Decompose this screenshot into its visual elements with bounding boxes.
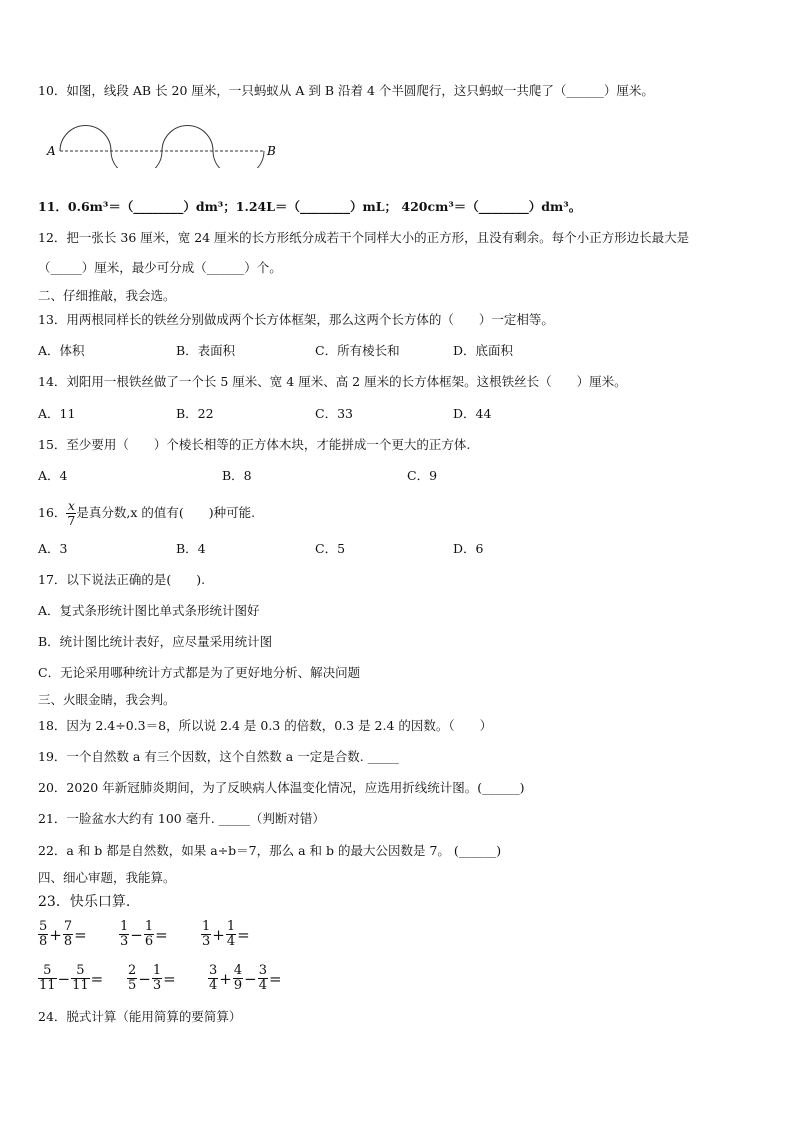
frac-denominator: 4 (209, 978, 218, 993)
calc-2 (119, 920, 169, 949)
frac-numerator: 5 (39, 919, 48, 934)
question-19: 19．一个自然数 a 有三个因数，这个自然数 a 一定是合数. _____ (38, 749, 399, 764)
fraction (208, 964, 218, 993)
q13-option-b[interactable]: B．表面积 (176, 343, 236, 358)
question-10: 10．如图，线段 AB 长 20 厘米，一只蚂蚁从 A 到 B 沿着 4 个半圆爬行，这只蚂蚁一共爬了（______）厘米。 (38, 83, 654, 98)
semicircle-4 (213, 151, 264, 168)
question-23-title: 23．快乐口算. (38, 894, 131, 910)
frac-denominator: 9 (233, 978, 243, 993)
fraction (38, 964, 57, 993)
q17-option-b[interactable]: B．统计图比统计表好，应尽量采用统计图 (38, 634, 273, 649)
math-operator: = (269, 969, 282, 988)
q14-option-b[interactable]: B．22 (176, 406, 214, 421)
q16-option-c[interactable]: C．5 (315, 541, 346, 556)
q16-option-d[interactable]: D．6 (453, 541, 484, 556)
label-b: B (267, 144, 276, 158)
frac-denominator: 5 (128, 978, 137, 993)
q13-option-c[interactable]: C．所有棱长和 (315, 343, 400, 358)
fraction (119, 920, 129, 949)
question-24: 24．脱式计算（能用简算的要简算） (38, 1009, 242, 1024)
fraction (71, 964, 90, 993)
frac-denominator: 8 (39, 934, 48, 949)
fraction (127, 964, 137, 993)
fraction (201, 920, 211, 949)
math-operator: = (74, 925, 87, 944)
math-operator: + (219, 969, 232, 988)
q13-option-a[interactable]: A．体积 (38, 343, 85, 358)
frac-numerator: x (67, 498, 75, 513)
fraction (144, 920, 154, 949)
frac-numerator: 3 (209, 963, 218, 978)
q16-number: 16． (38, 505, 67, 520)
q15-option-c[interactable]: C．9 (407, 468, 438, 483)
frac-denominator: 11 (39, 978, 56, 993)
frac-numerator: 1 (226, 919, 236, 934)
calc-6 (208, 964, 283, 993)
fraction (38, 920, 48, 949)
q17-option-c[interactable]: C．无论采用哪种统计方式都是为了更好地分析、解决问题 (38, 665, 361, 680)
math-operator: = (90, 969, 104, 988)
question-20: 20．2020 年新冠肺炎期间，为了反映病人体温变化情况，应选用折线统计图。(______) (38, 780, 525, 795)
frac-denominator: 4 (258, 978, 267, 993)
question-12-line1: 12．把一张长 36 厘米，宽 24 厘米的长方形纸分成若干个同样大小的正方形，且没有剩余。每个小正方形边长最大是 (38, 230, 690, 245)
question-17: 17．以下说法正确的是( ). (38, 572, 206, 587)
q15-option-b[interactable]: B．8 (222, 468, 252, 483)
q14-option-c[interactable]: C．33 (315, 406, 353, 421)
math-operator: = (237, 925, 250, 944)
frac-denominator: 3 (202, 934, 211, 949)
frac-numerator: 1 (120, 919, 129, 934)
frac-numerator: 7 (63, 919, 73, 934)
q16-text: 是真分数,x 的值有( )种可能. (76, 505, 256, 520)
question-16 (38, 496, 255, 530)
fraction-x-over-7 (66, 499, 76, 528)
question-14: 14．刘阳用一根铁丝做了一个长 5 厘米、宽 4 厘米、高 2 厘米的长方体框架。这根铁丝长（ ）厘米。 (38, 374, 627, 389)
frac-denominator: 4 (226, 934, 236, 949)
fraction (226, 920, 236, 949)
fraction (233, 964, 243, 993)
semicircle-3 (162, 126, 213, 152)
question-12-line2: （_____）厘米，最少可分成（______）个。 (38, 260, 282, 275)
fraction (152, 964, 162, 993)
question-13: 13．用两根同样长的铁丝分别做成两个长方体框架，那么这两个长方体的（ ）一定相等。 (38, 312, 554, 327)
q16-option-a[interactable]: A．3 (38, 541, 68, 556)
frac-numerator: 4 (233, 963, 243, 978)
frac-numerator: 3 (258, 963, 267, 978)
question-15: 15．至少要用（ ）个棱长相等的正方体木块，才能拼成一个更大的正方体. (38, 437, 471, 452)
question-22: 22．a 和 b 都是自然数，如果 a÷b＝7，那么 a 和 b 的最大公因数是 7。 (______) (38, 843, 502, 858)
q16-option-b[interactable]: B．4 (176, 541, 206, 556)
question-18: 18．因为 2.4÷0.3＝8，所以说 2.4 是 0.3 的倍数，0.3 是 2.4 的因数。（ ） (38, 718, 493, 733)
calc-4 (38, 964, 104, 993)
semicircle-1 (60, 126, 111, 152)
frac-denominator: 6 (144, 934, 154, 949)
math-operator: + (49, 925, 62, 944)
q15-option-a[interactable]: A．4 (38, 468, 68, 483)
frac-denominator: 3 (120, 934, 129, 949)
calc-3 (201, 920, 251, 949)
math-operator: − (57, 969, 71, 988)
frac-numerator: 2 (128, 963, 137, 978)
q14-option-d[interactable]: D．44 (453, 406, 492, 421)
calc-5 (127, 964, 177, 993)
math-operator: = (163, 969, 176, 988)
frac-numerator: 5 (71, 964, 90, 979)
fraction (63, 920, 73, 949)
frac-numerator: 5 (38, 964, 57, 979)
math-operator: = (155, 925, 168, 944)
frac-denominator: 11 (72, 978, 89, 993)
frac-denominator: 8 (63, 934, 73, 949)
math-operator: − (130, 925, 143, 944)
section-4-heading: 四、细心审题，我能算。 (38, 870, 176, 885)
frac-denominator: 3 (152, 978, 162, 993)
semicircle-path-figure (44, 118, 284, 168)
frac-numerator: 1 (144, 919, 154, 934)
question-21: 21．一脸盆水大约有 100 毫升. _____（判断对错） (38, 811, 325, 826)
math-operator: − (138, 969, 151, 988)
q13-option-d[interactable]: D．底面积 (453, 343, 514, 358)
q14-option-a[interactable]: A．11 (38, 406, 76, 421)
question-11: 11．0.6m³＝（________）dm³；1.24L＝（________）mL； 420cm³＝（________）dm³。 (38, 199, 582, 214)
frac-numerator: 1 (202, 919, 211, 934)
q17-option-a[interactable]: A．复式条形统计图比单式条形统计图好 (38, 603, 260, 618)
section-2-heading: 二、仔细推敲，我会选。 (38, 288, 176, 303)
frac-denominator: 7 (67, 513, 76, 528)
fraction (258, 964, 268, 993)
semicircle-2 (111, 151, 162, 168)
frac-numerator: 1 (152, 963, 162, 978)
calc-1 (38, 920, 88, 949)
label-a: A (47, 144, 56, 158)
math-operator: + (212, 925, 225, 944)
section-3-heading: 三、火眼金睛，我会判。 (38, 692, 176, 707)
math-operator: − (244, 969, 257, 988)
